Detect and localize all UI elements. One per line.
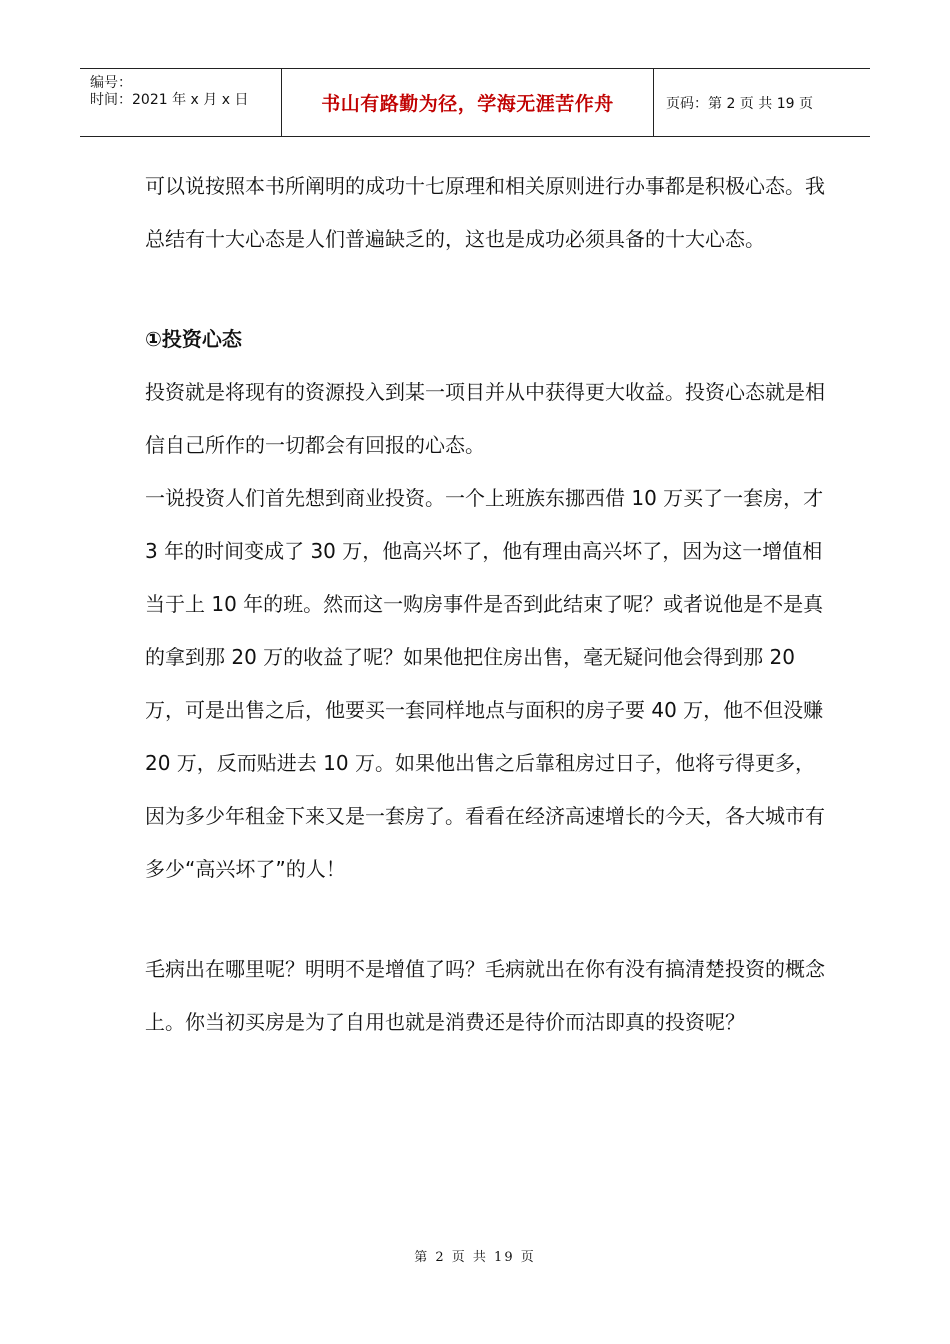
document-number: 编号： <box>90 75 132 91</box>
example-paragraph: 一说投资人们首先想到商业投资。一个上班族东挪西借 10 万买了一套房，才 3 年的时间变成了 30 万，他高兴坏了，他有理由高兴坏了，因为这一增值相当于上 10 年的班。然而这一购房事件是否到此结束了呢？或者说他是不是真的拿到那 20 万的收益了呢？如果他把住房出售，毫无疑问他会得到那 20 万，可是出售之后，他要买一套同样地点与面积的房子要 40 万，他不但没赚 20 万，反而贴进去 10 万。如果他出售之后靠租房过日子，他将亏得更多，因为多少年租金下来又是一套房了。看看在经济高速增长的今天，各大城市有多少“高兴坏了”的人！ <box>145 486 825 881</box>
header-page-number: 页码：第 2 页 共 19 页 <box>666 95 813 112</box>
header-meta <box>80 69 282 136</box>
document-date: 时间：2021 年 x 月 x 日 <box>90 92 249 108</box>
page-header <box>80 68 870 137</box>
spacer <box>145 266 825 313</box>
section-heading: ①投资心态 <box>145 327 242 351</box>
document-body <box>145 160 825 1049</box>
analysis-paragraph: 毛病出在哪里呢？明明不是增值了吗？毛病就出在你有没有搞清楚投资的概念上。你当初买房是为了自用也就是消费还是待价而沽即真的投资呢？ <box>145 957 825 1034</box>
header-motto: 书山有路勤为径，学海无涯苦作舟 <box>282 69 654 136</box>
definition-paragraph: 投资就是将现有的资源投入到某一项目并从中获得更大收益。投资心态就是相信自己所作的一切都会有回报的心态。 <box>145 380 825 457</box>
page-footer: 第 2 页 共 19 页 <box>414 1250 536 1265</box>
intro-paragraph: 可以说按照本书所阐明的成功十七原理和相关原则进行办事都是积极心态。我总结有十大心态是人们普遍缺乏的，这也是成功必须具备的十大心态。 <box>145 174 825 251</box>
spacer <box>145 896 825 943</box>
